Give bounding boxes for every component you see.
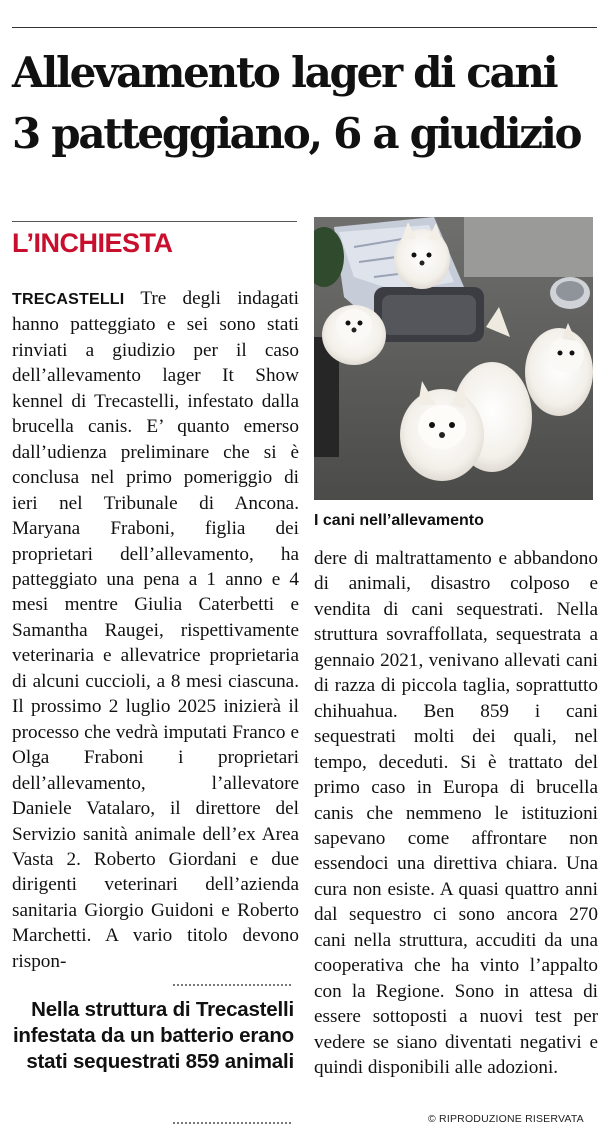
dogs-photo-illustration [314, 217, 593, 500]
article-column-2: dere di maltrattamento e abbandono di animali, disastro colposo e vendita di cani sequestrati. Nella struttura sovraffollata, sequestrata a gennaio 2021, venivano allevati cani di razza di piccola taglia, soprattutto chihuahua. Ben 859 i cani sequestrati molti dei quali, nel tempo, deceduti. Si è trattato del primo caso in Europa di brucella canis che nemmeno le istituzioni sapevano come affrontare non essendoci una direttiva chiara. Una cura non esiste. A quasi quattro anni dal sequestro ci sono ancora 270 cani nella struttura, accuditi da una cooperativa che ha vinto l’appalto con la Regione. Sono in attesa di essere sottoposti a nuovi test per vedere se siano diventati negativi e quindi disponibili alle adozioni. [314, 548, 598, 1079]
article-column-1 [12, 286, 299, 974]
article-dateline: TRECASTELLI [12, 291, 125, 308]
article-photo [314, 217, 593, 500]
photo-caption: I cani nell’allevamento [314, 512, 484, 529]
pull-quote-divider-bottom [173, 1122, 291, 1124]
pull-quote: Nella struttura di Trecastelli infestata da un batterio erano stati sequestrati 859 animali [12, 998, 294, 1073]
section-rule [12, 221, 297, 222]
article-column-1-text: Tre degli indagati hanno patteggiato e sei sono stati rinviati a giudizio per il caso dell’allevamento lager It Show kennel di Trecastelli, infestato dalla brucella canis. E’ quanto emerso dall’udienza preliminare che si è conclusa nel primo pomeriggio di ieri nel Tribunale di Ancona. Maryana Fraboni, figlia dei proprietari dell’allevamento, ha patteggiato una pena a 1 anno e 4 mesi mentre Giulia Caterbetti e Samantha Raugei, rispettivamente veterinaria e allevatrice proprietaria di alcuni cuccioli, a 8 mesi ciascuna. Il prossimo 2 luglio 2025 inizierà il processo che vedrà imputati Franco e Olga Fraboni i proprietari dell’allevamento, l’allevatore Daniele Vatalaro, il direttore del Servizio sanità animale dell’ex Area Vasta 2. Roberto Giordani e due dirigenti veterinari dell’azienda sanitaria Giorgio Guidoni e Roberto Marchetti. A vario titolo devono rispon- [12, 288, 299, 972]
headline [12, 42, 602, 164]
pull-quote-divider-top [173, 984, 291, 986]
copyright-notice: © RIPRODUZIONE RISERVATA [428, 1113, 584, 1125]
top-rule [12, 27, 597, 28]
section-label: L’INCHIESTA [12, 228, 173, 258]
headline-line-2: 3 patteggiano, 6 a giudizio [12, 109, 581, 158]
headline-line-1: Allevamento lager di cani [12, 48, 557, 97]
